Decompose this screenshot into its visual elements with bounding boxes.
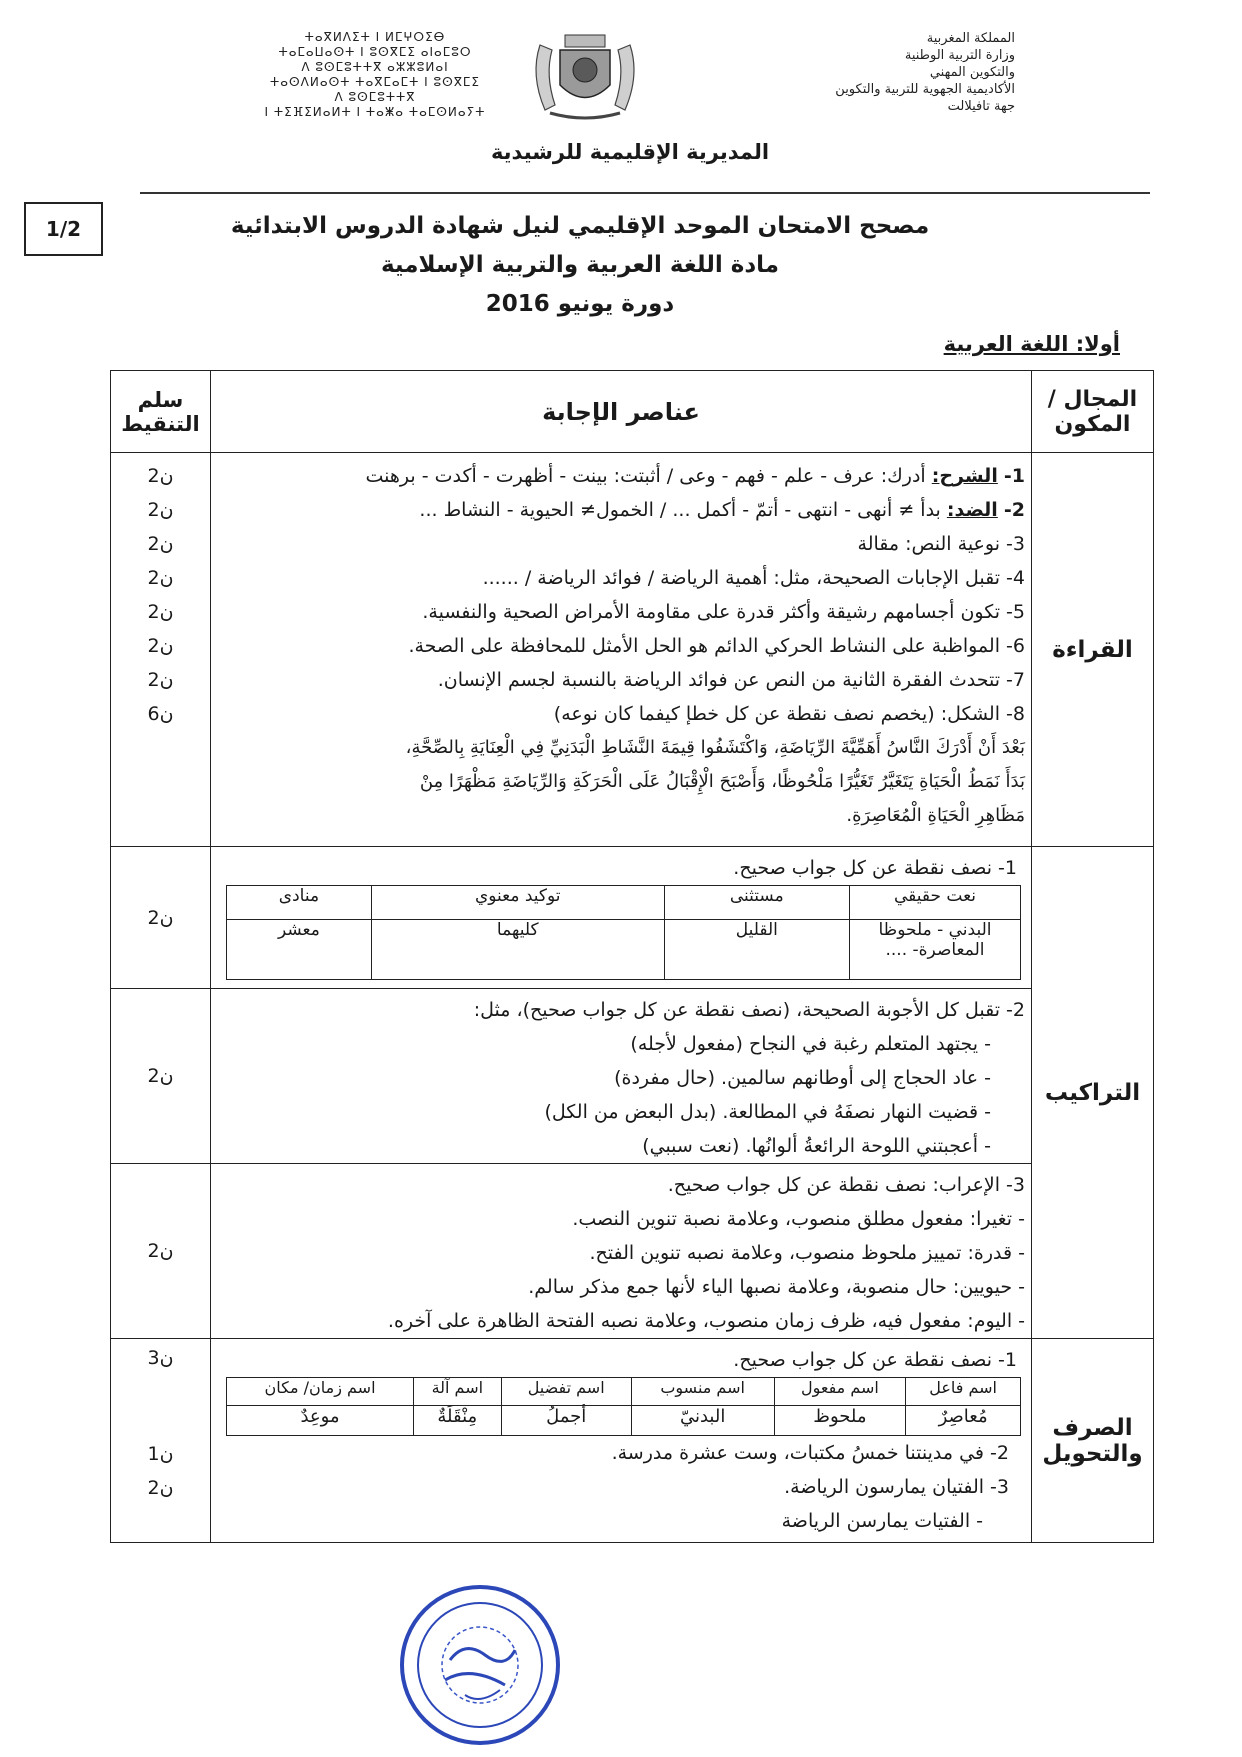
syntax-q3-item: - حيويين: حال منصوبة، وعلامة نصبها الياء لأنها جمع مذكر سالم.	[528, 1276, 1025, 1298]
reading-answer-line: 7- تتحدث الفقرة الثانية من النص عن فوائد الرياضة بالنسبة لجسم الإنسان.	[437, 669, 1025, 691]
tifinagh-line: ⴷ ⵓⵙⵎⵓⵜⵜⴳ	[334, 90, 416, 104]
morph-q1-cell: ملحوظ	[774, 1406, 906, 1436]
score-value: 2ن	[147, 499, 174, 521]
session-title: دورة يونيو 2016	[485, 291, 675, 317]
syntax-q2-item: - أعجبتني اللوحة الرائعةُ ألوانُها. (نعت سببي)	[642, 1135, 991, 1157]
morph-q1-table	[226, 1377, 1021, 1436]
syntax-q3-item: - قدرة: تمييز ملحوظ منصوب، وعلامة نصبه تنوين الفتح.	[589, 1242, 1025, 1264]
syntax-q3-item: - تغيرا: مفعول مطلق منصوب، وعلامة نصبة تنوين النصب.	[572, 1208, 1025, 1230]
score-value: 3ن	[147, 1347, 174, 1369]
morph-q2: 2- في مدينتنا خمسُ مكتبات، وست عشرة مدرسة.	[611, 1442, 1009, 1464]
reading-answers	[211, 453, 1032, 847]
syntax-q1-table	[226, 885, 1021, 980]
morph-q1-header: اسم آلة	[414, 1378, 502, 1406]
vocalized-text-line: بَعْدَ أَنْ أَدْرَكَ النَّاسُ أَهَمِّيَّةَ الرِّيَاضَةِ، وَاكْتَشَفُوا قِيمَةَ النَّشَاطِ الْبَدَنِيِّ فِي الْعِنَايَةِ بِالصِّحَّةِ،	[405, 737, 1025, 758]
morph-q3b: - الفتيات يمارسن الرياضة	[781, 1510, 983, 1532]
official-stamp-icon	[395, 1580, 565, 1750]
section-title: أولا: اللغة العربية	[943, 332, 1120, 356]
score-value: 1ن	[147, 1443, 174, 1465]
vocalized-text-line: بَدَأَ نَمَطُ الْحَيَاةِ يَتَغَيَّرُ تَغَيُّرًا مَلْحُوظًا، وَأَصْبَحَ الْإِقْبَالُ عَلَى الْحَرَكَةِ وَالرِّيَاضَةِ مَظْهَرًا مِنْ	[419, 771, 1025, 792]
answers-header: عناصر الإجابة	[211, 371, 1032, 453]
syntax-q3-item: - اليوم: مفعول فيه، ظرف زمان منصوب، وعلامة نصبه الفتحة الظاهرة على آخره.	[387, 1310, 1025, 1332]
reading-scores	[111, 453, 211, 847]
correction-table	[110, 370, 1154, 1543]
reading-answer-line: 6- المواظبة على النشاط الحركي الدائم هو الحل الأمثل للمحافظة على الصحة.	[408, 635, 1025, 657]
morph-q1-header: اسم تفضيل	[501, 1378, 631, 1406]
ministry-header	[760, 30, 1015, 115]
morph-q1-header: اسم مفعول	[774, 1378, 906, 1406]
domain-header: المجال / المكون	[1032, 371, 1154, 453]
morph-q1-intro: 1- نصف نقطة عن كل جواب صحيح.	[733, 1349, 1017, 1371]
tifinagh-line: ⵜⴰⴳⵍⴷⵉⵜ ⵏ ⵍⵎⵖⵔⵉⴱ	[304, 30, 446, 44]
morphology-answers	[211, 1339, 1032, 1543]
reading-answer-line: 3- نوعية النص: مقالة	[857, 533, 1025, 555]
morphology-label: الصرف والتحويل	[1032, 1339, 1154, 1543]
ministry-line: وزارة التربية الوطنية	[904, 48, 1015, 63]
syntax-q1-cell: البدني - ملحوظا المعاصرة- ....	[850, 920, 1021, 980]
syntax-q2-item: - عاد الحجاج إلى أوطانهم سالمين. (حال مفردة)	[614, 1067, 991, 1089]
syntax-q1-score: 2ن	[111, 847, 211, 989]
tifinagh-line: ⵜⴰⵙⴷⵍⴰⵙⵜ ⵜⴰⴳⵎⴰⵎⵜ ⵏ ⵓⵙⴳⵎⵉ	[270, 75, 480, 89]
score-value: 2ن	[147, 465, 174, 487]
syntax-q2	[211, 989, 1032, 1164]
syntax-q1-cell: القليل	[664, 920, 849, 980]
syntax-q1-header: مستثنى	[664, 886, 849, 920]
morphology-scores	[111, 1339, 211, 1543]
syntax-q3	[211, 1164, 1032, 1339]
morph-q1-header: اسم منسوب	[631, 1378, 774, 1406]
score-value: 6ن	[147, 703, 174, 725]
syntax-q1-header: منادى	[227, 886, 372, 920]
exam-title: مصحح الامتحان الموحد الإقليمي لنيل شهادة الدروس الابتدائية	[230, 213, 930, 239]
tifinagh-header	[255, 30, 495, 120]
morph-q1-header: اسم زمان/ مكان	[227, 1378, 414, 1406]
syntax-q1-intro: 1- نصف نقطة عن كل جواب صحيح.	[733, 857, 1017, 879]
syntax-q2-score: 2ن	[111, 989, 211, 1164]
tifinagh-line: ⴷ ⵓⵙⵎⵓⵜⵜⴳ ⴰⵣⵣⵓⵍⴰⵏ	[301, 60, 449, 74]
morph-q1-cell: البدنيّ	[631, 1406, 774, 1436]
ministry-line: المملكة المغربية	[926, 31, 1015, 46]
tifinagh-line: ⵏ ⵜⵉⴼⵉⵍⴰⵍⵜ ⵏ ⵜⴰⵥⴰ ⵜⴰⵎⵙⵍⴰⵢⵜ	[264, 105, 486, 119]
ministry-line: الأكاديمية الجهوية للتربية والتكوين	[835, 82, 1015, 97]
syntax-q2-item: - يجتهد المتعلم رغبة في النجاح (مفعول لأجله)	[630, 1033, 991, 1055]
morph-q1-cell: مُعاصِرٌ	[906, 1406, 1021, 1436]
syntax-q1-header: نعت حقيقي	[850, 886, 1021, 920]
ministry-line: جهة تافيلالت	[947, 99, 1015, 114]
score-value: 2ن	[147, 1477, 174, 1499]
morph-q3: 3- الفتيان يمارسون الرياضة.	[784, 1476, 1009, 1498]
tifinagh-line: ⵜⴰⵎⴰⵡⴰⵙⵜ ⵏ ⵓⵙⴳⵎⵉ ⴰⵏⴰⵎⵓⵔ	[278, 45, 472, 59]
vocalized-text-line: مَظَاهِرِ الْحَيَاةِ الْمُعَاصِرَةِ.	[846, 805, 1025, 826]
ministry-line: والتكوين المهني	[929, 65, 1015, 80]
morph-q1-header: اسم فاعل	[906, 1378, 1021, 1406]
syntax-q1-header: توكيد معنوي	[371, 886, 664, 920]
reading-answer-line: 5- تكون أجسامهم رشيقة وأكثر قدرة على مقاومة الأمراض الصحية والنفسية.	[422, 601, 1025, 623]
score-value: 2ن	[147, 533, 174, 555]
syntax-q2-intro: 2- تقبل كل الأجوبة الصحيحة، (نصف نقطة عن كل جواب صحيح)، مثل:	[473, 999, 1025, 1021]
syntax-q2-item: - قضيت النهار نصفَهُ في المطالعة. (بدل البعض من الكل)	[544, 1101, 991, 1123]
syntax-q1-cell: كليهما	[371, 920, 664, 980]
syntax-q3-intro: 3- الإعراب: نصف نقطة عن كل جواب صحيح.	[667, 1174, 1025, 1196]
syntax-q1-cell: معشر	[227, 920, 372, 980]
score-value: 2ن	[147, 567, 174, 589]
scale-header: سلم التنقيط	[111, 371, 211, 453]
score-value: 2ن	[147, 601, 174, 623]
syntax-q1	[211, 847, 1032, 989]
header-divider	[140, 192, 1150, 194]
subject-title: مادة اللغة العربية والتربية الإسلامية	[380, 252, 780, 278]
page-number-box: 1/2	[24, 202, 103, 256]
syntax-label: التراكيب	[1032, 847, 1154, 1339]
reading-answer-line: 4- تقبل الإجابات الصحيحة، مثل: أهمية الرياضة / فوائد الرياضة / ......	[482, 567, 1025, 589]
syntax-q3-score: 2ن	[111, 1164, 211, 1339]
reading-answer-line: 1- الشرح: أدرك: عرف - علم - فهم - وعى / أثبتت: بينت - أظهرت - أكدت - برهنت	[365, 465, 1025, 487]
coat-of-arms-icon	[510, 25, 660, 125]
reading-answer-line: 2- الضد: بدأ ≠ أنهى - انتهى - أتمّ - أكمل ... / الخمول≠ الحيوية - النشاط ...	[419, 499, 1025, 521]
reading-answer-line: 8- الشكل: (يخصم نصف نقطة عن كل خطإ كيفما كان نوعه)	[553, 703, 1025, 725]
reading-label: القراءة	[1032, 453, 1154, 847]
morph-q1-cell: مِنْقَلَةٌ	[414, 1406, 502, 1436]
morph-q1-cell: موعِدٌ	[227, 1406, 414, 1436]
morph-q1-cell: أجملُ	[501, 1406, 631, 1436]
directorate-title: المديرية الإقليمية للرشيدية	[490, 140, 770, 164]
score-value: 2ن	[147, 669, 174, 691]
score-value: 2ن	[147, 635, 174, 657]
